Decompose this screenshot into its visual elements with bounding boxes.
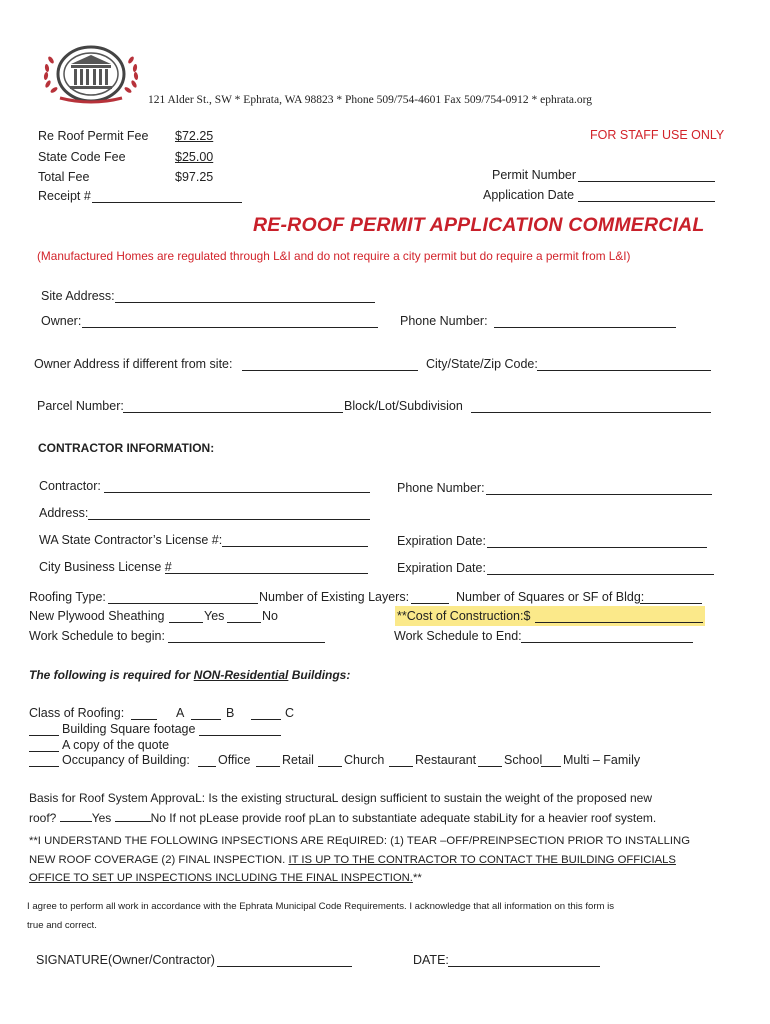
block-lot-field[interactable] xyxy=(471,401,711,413)
occ-retail-field[interactable] xyxy=(256,755,280,767)
roofing-type-label: Roofing Type: xyxy=(29,590,106,604)
block-lot-label: Block/Lot/Subdivision xyxy=(344,399,463,413)
expiration-field-1[interactable] xyxy=(487,536,707,548)
reroof-fee-value: $72.25 xyxy=(175,129,214,143)
occ-school-field[interactable] xyxy=(478,755,502,767)
owner-field[interactable] xyxy=(82,316,378,328)
site-address-label: Site Address: xyxy=(41,289,115,303)
wa-license-field[interactable] xyxy=(222,535,368,547)
occ-church-label: Church xyxy=(344,753,385,767)
agreement-line-1: I agree to perform all work in accordance with the Ephrata Municipal Code Requirements. I acknowledge that all information on this form is xyxy=(27,901,615,912)
occ-restaurant-label: Restaurant xyxy=(415,753,477,767)
existing-layers-label: Number of Existing Layers: xyxy=(259,590,410,604)
city-license-label: City Business License # xyxy=(39,560,172,574)
inspections-line-1: **I UNDERSTAND THE FOLLOWING INPSECTIONS ARE REqUIRED: (1) TEAR –OFF/PREINPSECTION PRIOR TO INSTALLING xyxy=(29,835,690,847)
receipt-label: Receipt # xyxy=(38,189,91,203)
occupancy-check[interactable] xyxy=(29,755,59,767)
plywood-no-label: No xyxy=(262,609,278,623)
staff-use-heading: FOR STAFF USE ONLY xyxy=(590,128,725,142)
quote-check[interactable] xyxy=(29,740,59,752)
schedule-begin-field[interactable] xyxy=(168,631,325,643)
signature-field[interactable] xyxy=(217,955,352,967)
owner-address-field[interactable] xyxy=(242,359,418,371)
basis-yes-field[interactable] xyxy=(60,810,92,822)
city-state-zip-label: City/State/Zip Code: xyxy=(426,357,538,371)
application-date-label: Application Date xyxy=(483,188,575,202)
office-address-line: 121 Alder St., SW * Ephrata, WA 98823 * Phone 509/754-4601 Fax 509/754-0912 * ephrata.org xyxy=(148,94,592,106)
city-logo xyxy=(40,44,142,106)
parcel-number-field[interactable] xyxy=(123,401,343,413)
city-license-field[interactable] xyxy=(165,562,368,574)
state-fee-value: $25.00 xyxy=(175,150,214,164)
contractor-heading: CONTRACTOR INFORMATION: xyxy=(38,441,215,455)
cost-field[interactable] xyxy=(535,611,703,623)
owner-phone-label: Phone Number: xyxy=(400,314,488,328)
date-field[interactable] xyxy=(448,955,600,967)
owner-label: Owner: xyxy=(41,314,82,328)
plywood-label: New Plywood Sheathing xyxy=(29,609,165,623)
form-subtitle: (Manufactured Homes are regulated through L&I and do not require a city permit but do require a permit from L&I) xyxy=(37,249,631,263)
occ-retail-label: Retail xyxy=(282,753,314,767)
plywood-yes-label: Yes xyxy=(204,609,225,623)
squares-label: Number of Squares or SF of Bldg: xyxy=(456,590,645,604)
class-a-field[interactable] xyxy=(131,708,157,720)
signature-label: SIGNATURE(Owner/Contractor) xyxy=(36,953,215,967)
reroof-fee-label: Re Roof Permit Fee xyxy=(38,129,149,143)
owner-phone-field[interactable] xyxy=(494,316,676,328)
cost-label: **Cost of Construction:$ xyxy=(397,609,531,623)
occ-office-label: Office xyxy=(218,753,251,767)
occ-school-label: School xyxy=(504,753,543,767)
date-label: DATE: xyxy=(413,953,449,967)
basis-line-1: Basis for Roof System ApprovaL: Is the existing structuraL design sufficient to sustain the weight of the proposed new xyxy=(29,791,653,805)
occ-restaurant-field[interactable] xyxy=(389,755,413,767)
contractor-phone-field[interactable] xyxy=(486,483,712,495)
sqft-check[interactable] xyxy=(29,724,59,736)
site-address-field[interactable] xyxy=(115,291,375,303)
roofing-type-field[interactable] xyxy=(108,592,258,604)
inspections-line-3: OFFICE TO SET UP INSPECTIONS INCLUDING THE FINAL INSPECTION.** xyxy=(29,872,422,884)
state-fee-label: State Code Fee xyxy=(38,150,126,164)
owner-address-label: Owner Address if different from site: xyxy=(34,357,233,371)
contractor-label: Contractor: xyxy=(39,479,101,493)
class-c-label: C xyxy=(285,706,295,720)
city-state-zip-field[interactable] xyxy=(537,359,711,371)
basis-line-2: roof? Yes No If not pLease provide roof pLan to substantiate adequate stabiLity for a heavier roof system. xyxy=(29,811,657,825)
contractor-address-label: Address: xyxy=(39,506,89,520)
permit-number-label: Permit Number xyxy=(492,168,577,182)
parcel-number-label: Parcel Number: xyxy=(37,399,124,413)
occ-church-field[interactable] xyxy=(318,755,342,767)
occ-multi-label: Multi – Family xyxy=(563,753,641,767)
plywood-yes-field[interactable] xyxy=(169,611,203,623)
squares-field[interactable] xyxy=(640,592,702,604)
class-b-field[interactable] xyxy=(191,708,221,720)
occupancy-label: Occupancy of Building: xyxy=(62,753,190,767)
schedule-end-field[interactable] xyxy=(521,631,693,643)
application-date-field[interactable] xyxy=(578,190,715,202)
permit-number-field[interactable] xyxy=(578,170,715,182)
contractor-address-field[interactable] xyxy=(88,508,370,520)
receipt-field[interactable] xyxy=(92,191,242,203)
plywood-no-field[interactable] xyxy=(227,611,261,623)
wa-license-label: WA State Contractor’s License #: xyxy=(39,533,223,547)
class-roofing-label: Class of Roofing: xyxy=(29,706,125,720)
sqft-label: Building Square footage xyxy=(62,722,196,736)
total-fee-value: $97.25 xyxy=(175,170,214,184)
expiration-label-2: Expiration Date: xyxy=(397,561,486,575)
agreement-line-2: true and correct. xyxy=(27,920,97,931)
contractor-phone-label: Phone Number: xyxy=(397,481,485,495)
class-c-field[interactable] xyxy=(251,708,281,720)
class-a-label: A xyxy=(176,706,185,720)
expiration-field-2[interactable] xyxy=(487,563,714,575)
schedule-end-label: Work Schedule to End: xyxy=(394,629,522,643)
total-fee-label: Total Fee xyxy=(38,170,90,184)
inspections-line-2: NEW ROOF COVERAGE (2) FINAL INSPECTION. IT IS UP TO THE CONTRACTOR TO CONTACT THE BUILDING OFFICIALS xyxy=(29,854,676,866)
schedule-begin-label: Work Schedule to begin: xyxy=(29,629,165,643)
basis-no-field[interactable] xyxy=(115,810,151,822)
quote-label: A copy of the quote xyxy=(62,738,170,752)
class-b-label: B xyxy=(226,706,235,720)
nonres-heading: The following is required for NON-Residential Buildings: xyxy=(29,668,351,682)
contractor-field[interactable] xyxy=(104,481,370,493)
occ-office-field[interactable] xyxy=(198,755,216,767)
form-title: RE-ROOF PERMIT APPLICATION COMMERCIAL xyxy=(253,214,705,236)
occ-multi-field[interactable] xyxy=(541,755,561,767)
sqft-field[interactable] xyxy=(199,724,281,736)
existing-layers-field[interactable] xyxy=(411,592,449,604)
expiration-label-1: Expiration Date: xyxy=(397,534,486,548)
